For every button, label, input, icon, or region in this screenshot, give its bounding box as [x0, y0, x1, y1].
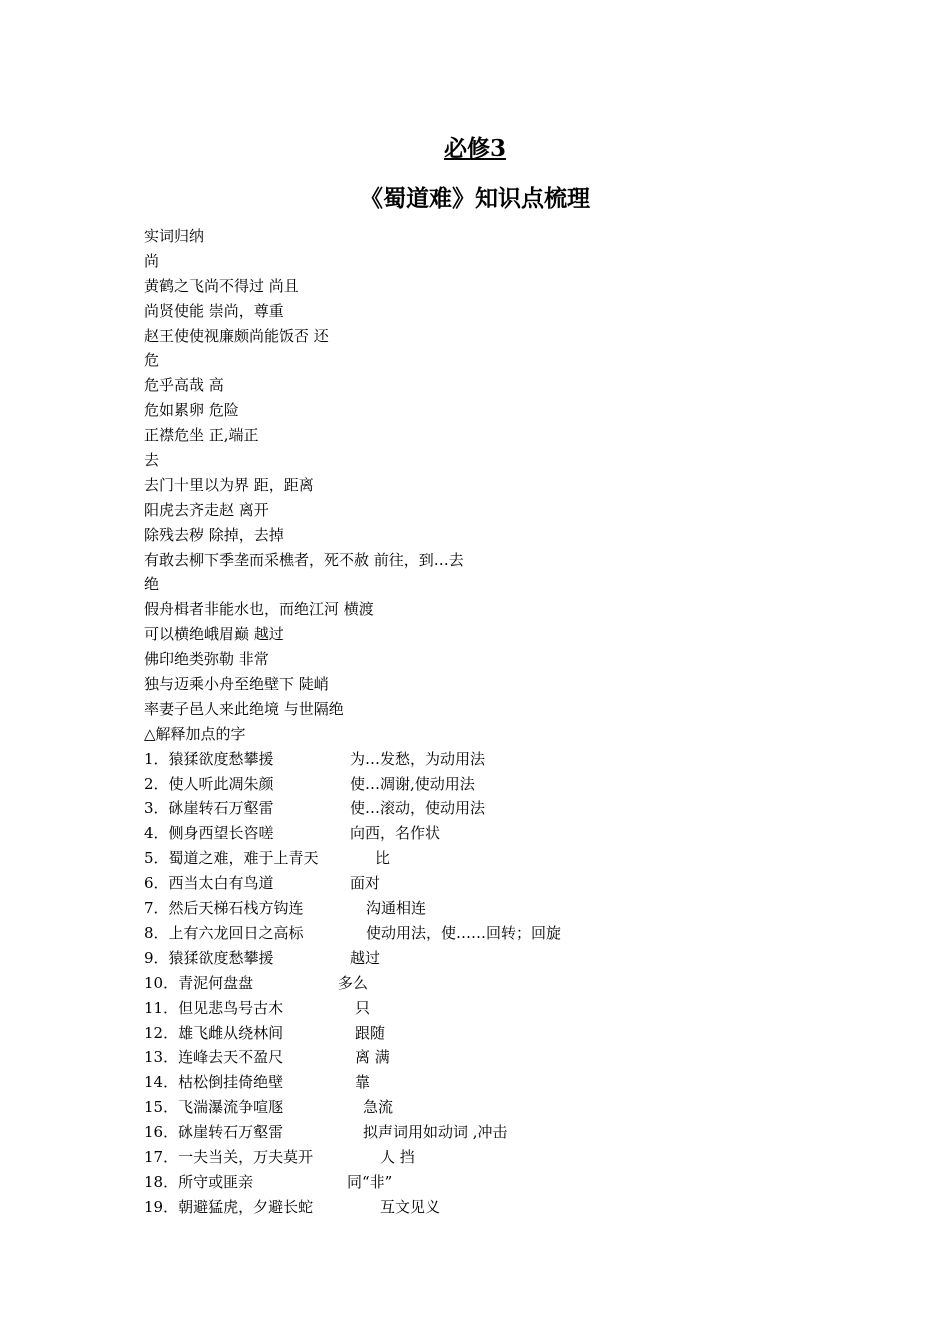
text-line: 独与迈乘小舟至绝壁下 陡峭	[144, 675, 329, 694]
item-number: 7．	[144, 899, 169, 918]
item-sentence: 蜀道之难，难于上青天	[168, 849, 319, 868]
text-line: 除残去秽 除掉，去掉	[144, 525, 284, 544]
text-line: 绝	[144, 575, 160, 594]
text-line: 尚	[144, 251, 160, 270]
exercise-item	[144, 1021, 844, 1046]
item-answer: 使…凋谢,使动用法	[350, 774, 475, 793]
item-number: 11．	[144, 998, 179, 1017]
text-line: 危乎高哉 高	[144, 376, 224, 395]
text-line: 有敢去柳下季垄而采樵者，死不赦 前往，到…去	[144, 550, 464, 569]
text-line: 率妻子邑人来此绝境 与世隔绝	[144, 699, 344, 718]
text-line: △解释加点的字	[144, 724, 246, 743]
item-sentence: 猿猱欲度愁攀援	[168, 749, 274, 768]
text-line: 实词归纳	[144, 227, 205, 245]
item-answer: 离 满	[355, 1048, 390, 1067]
exercise-item	[144, 1195, 844, 1220]
item-sentence: 然后天梯石栈方钩连	[168, 899, 304, 918]
item-number: 18．	[144, 1172, 179, 1191]
item-answer: 靠	[355, 1073, 371, 1092]
item-sentence: 青泥何盘盘	[178, 973, 254, 992]
item-answer: 只	[355, 998, 371, 1017]
text-line: 危如累卵 危险	[144, 401, 239, 420]
item-sentence: 但见悲鸟号古木	[178, 998, 284, 1017]
text-line: 假舟楫者非能水也，而绝江河 横渡	[144, 600, 374, 619]
exercise-item	[144, 921, 844, 946]
text-line: 阳虎去齐走赵 离开	[144, 500, 269, 519]
item-sentence: 所守或匪亲	[178, 1172, 254, 1191]
text-line: 正襟危坐 正,端正	[144, 426, 259, 445]
item-number: 1．	[144, 749, 169, 768]
text-line: 去门十里以为界 距，距离	[144, 475, 314, 494]
text-line: 去	[144, 451, 160, 470]
item-number: 9．	[144, 948, 169, 967]
exercise-item	[144, 1070, 844, 1095]
item-answer: 比	[375, 849, 391, 868]
item-number: 3．	[144, 799, 169, 818]
item-sentence: 一夫当关，万夫莫开	[178, 1147, 314, 1166]
exercise-item	[144, 871, 844, 896]
item-sentence: 侧身西望长咨嗟	[168, 824, 274, 843]
exercise-item	[144, 946, 844, 971]
item-answer: 使…滚动，使动用法	[350, 799, 486, 818]
item-answer: 越过	[350, 948, 381, 967]
item-answer: 拟声词用如动词 ,冲击	[363, 1123, 508, 1142]
text-line: 佛印绝类弥勒 非常	[144, 650, 269, 669]
item-number: 8．	[144, 923, 169, 942]
item-sentence: 西当太白有鸟道	[168, 874, 274, 893]
item-number: 19．	[144, 1197, 179, 1216]
item-answer: 跟随	[355, 1023, 386, 1042]
item-answer: 互文见义	[380, 1197, 441, 1216]
item-number: 2．	[144, 774, 169, 793]
exercise-item	[144, 796, 844, 821]
exercise-item	[144, 1095, 844, 1120]
text-line: 赵王使使视廉颇尚能饭否 还	[144, 326, 329, 345]
text-line: 可以横绝峨眉巅 越过	[144, 625, 284, 644]
text-line: 尚贤使能 崇尚，尊重	[144, 301, 284, 320]
item-sentence: 连峰去天不盈尺	[178, 1048, 284, 1067]
exercise-item	[144, 896, 844, 921]
item-number: 15．	[144, 1098, 179, 1117]
volume-title: 必修3	[443, 135, 506, 162]
item-number: 14．	[144, 1073, 179, 1092]
item-sentence: 砯崖转石万壑雷	[178, 1123, 284, 1142]
item-answer: 多么	[338, 973, 369, 992]
item-answer: 使动用法，使……回转；回旋	[366, 923, 562, 942]
exercise-item	[144, 846, 844, 871]
exercise-item	[144, 772, 844, 797]
item-sentence: 猿猱欲度愁攀援	[168, 948, 274, 967]
text-line: 黄鹤之飞尚不得过 尚且	[144, 276, 299, 295]
exercise-item	[144, 1045, 844, 1070]
lesson-title: 《蜀道难》知识点梳理	[360, 185, 590, 212]
document-body	[144, 224, 844, 1220]
item-number: 12．	[144, 1023, 179, 1042]
item-answer: 面对	[350, 874, 381, 893]
item-number: 6．	[144, 874, 169, 893]
item-answer: 为…发愁，为动用法	[350, 749, 486, 768]
item-number: 4．	[144, 824, 169, 843]
exercise-item	[144, 996, 844, 1021]
item-number: 16．	[144, 1123, 179, 1142]
exercise-item	[144, 821, 844, 846]
item-sentence: 砯崖转石万壑雷	[168, 799, 274, 818]
item-number: 10．	[144, 973, 179, 992]
item-sentence: 枯松倒挂倚绝壁	[178, 1073, 284, 1092]
exercise-item	[144, 747, 844, 772]
exercise-item	[144, 1170, 844, 1195]
item-answer: 急流	[363, 1098, 394, 1117]
exercise-item	[144, 1145, 844, 1170]
item-answer: 同“非”	[347, 1172, 393, 1191]
item-answer: 沟通相连	[366, 899, 427, 918]
item-answer: 向西，名作状	[350, 824, 441, 843]
exercise-item	[144, 1120, 844, 1145]
item-sentence: 雄飞雌从绕林间	[178, 1023, 284, 1042]
item-sentence: 朝避猛虎，夕避长蛇	[178, 1197, 314, 1216]
item-sentence: 上有六龙回日之高标	[168, 923, 304, 942]
item-sentence: 使人听此凋朱颜	[168, 774, 274, 793]
item-number: 5．	[144, 849, 169, 868]
item-number: 13．	[144, 1048, 179, 1067]
item-number: 17．	[144, 1147, 179, 1166]
text-line: 危	[144, 351, 160, 370]
item-sentence: 飞湍瀑流争喧豗	[178, 1098, 284, 1117]
item-answer: 人 挡	[380, 1147, 415, 1166]
exercise-item	[144, 971, 844, 996]
